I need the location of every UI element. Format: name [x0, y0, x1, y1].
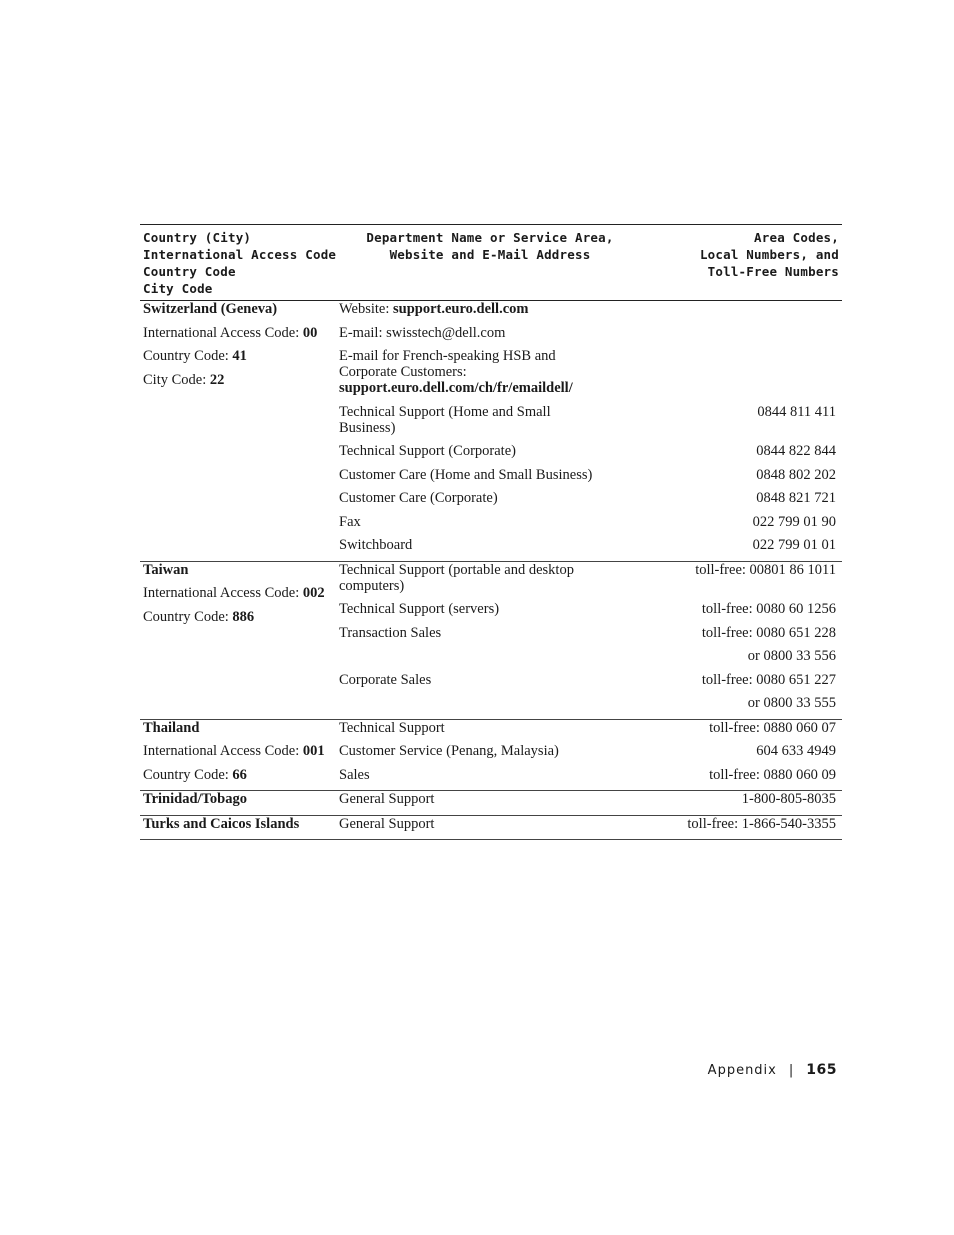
info-label: City Code: — [143, 371, 210, 388]
service-name — [339, 514, 599, 530]
service-row — [339, 648, 842, 672]
info-value: 00 — [302, 324, 318, 341]
phone-number: 022 799 01 01 — [752, 537, 836, 553]
service-row — [339, 743, 842, 767]
country-info-line — [143, 585, 335, 609]
country-info-line — [143, 609, 335, 633]
header-department: Department Name or Service Area, Website and E-Mail Address — [366, 230, 614, 262]
phone-number: 1-800-805-8035 — [741, 791, 836, 807]
phone-number: or 0800 33 556 — [747, 648, 836, 664]
phone-number: 0848 821 721 — [756, 490, 836, 506]
phone-number: toll-free: 0080 60 1256 — [701, 601, 836, 617]
phone-number: toll-free: 0080 651 227 — [701, 671, 836, 688]
country-info-line — [143, 348, 335, 372]
service-row — [339, 816, 842, 840]
header-country: Country (City) International Access Code Country Code City Code — [143, 230, 337, 296]
service-rows — [339, 301, 842, 561]
country-group — [140, 815, 842, 841]
service-text: Technical Support (servers) — [339, 601, 500, 617]
service-text: Corporate Sales — [339, 671, 432, 688]
service-row — [339, 695, 842, 719]
country-name: Taiwan — [143, 561, 189, 578]
service-name — [339, 562, 599, 594]
service-text: Customer Service (Penang, Malaysia) — [339, 743, 559, 759]
phone-number: toll-free: 0880 060 07 — [709, 719, 836, 736]
service-row — [339, 672, 842, 696]
info-label: International Access Code: — [143, 324, 303, 341]
service-text: Technical Support — [339, 719, 445, 736]
service-text: General Support — [339, 791, 435, 807]
service-name — [339, 467, 599, 483]
info-value: 002 — [302, 585, 325, 601]
country-name: Thailand — [143, 719, 200, 736]
service-text: Switchboard — [339, 537, 413, 553]
service-text: E-mail: swisstech@dell.com — [339, 324, 506, 341]
phone-number: 0844 822 844 — [756, 443, 836, 459]
country-group — [140, 561, 842, 719]
country-info — [143, 791, 335, 815]
service-rows — [339, 816, 842, 840]
service-name — [339, 301, 599, 317]
info-value: 22 — [209, 371, 225, 388]
service-row — [339, 490, 842, 514]
info-value: 66 — [232, 766, 247, 783]
service-name — [339, 672, 599, 688]
country-group — [140, 301, 842, 561]
service-text: Technical Support (Home and Small Business) — [339, 403, 551, 436]
service-row — [339, 767, 842, 791]
phone-number: or 0800 33 555 — [747, 695, 836, 711]
service-text: Transaction Sales — [339, 624, 442, 641]
service-row — [339, 301, 842, 325]
country-info-line — [143, 372, 335, 396]
service-text: Technical Support (Corporate) — [339, 443, 516, 459]
service-link: support.euro.dell.com/ch/fr/emaildell/ — [339, 380, 573, 396]
country-info-line — [143, 767, 335, 791]
country-info-line — [143, 325, 335, 349]
service-row — [339, 791, 842, 815]
country-info-line — [143, 743, 335, 767]
info-value: 001 — [302, 743, 325, 759]
service-name — [339, 601, 599, 617]
header-numbers: Area Codes, Local Numbers, and Toll-Free Numbers — [699, 230, 839, 279]
service-row — [339, 625, 842, 649]
service-name — [339, 325, 599, 341]
table-body — [140, 301, 842, 840]
service-name — [339, 537, 599, 553]
service-name — [339, 348, 599, 396]
service-name — [339, 490, 599, 506]
footer-section: Appendix — [707, 1063, 777, 1078]
service-row — [339, 325, 842, 349]
service-text: Customer Care (Home and Small Business) — [339, 466, 593, 483]
service-rows — [339, 720, 842, 791]
service-text: Technical Support (portable and desktop computers) — [339, 561, 574, 594]
info-label: Country Code: — [143, 766, 233, 783]
country-info — [143, 301, 335, 395]
contact-table — [140, 224, 842, 840]
service-name — [339, 404, 599, 436]
info-label: Country Code: — [143, 608, 233, 625]
service-name — [339, 625, 599, 641]
phone-number: 0848 802 202 — [756, 466, 836, 483]
info-value: 41 — [232, 348, 247, 364]
country-name: Switzerland (Geneva) — [143, 301, 278, 317]
table-header — [140, 224, 842, 301]
service-text: Fax — [339, 513, 361, 530]
info-label: International Access Code: — [143, 585, 303, 601]
phone-number: 604 633 4949 — [756, 743, 836, 759]
service-name — [339, 816, 599, 832]
info-label: Country Code: — [143, 348, 233, 364]
phone-number: toll-free: 0080 651 228 — [701, 624, 836, 641]
service-name — [339, 443, 599, 459]
service-name — [339, 767, 599, 783]
service-rows — [339, 791, 842, 815]
country-name: Trinidad/Tobago — [143, 791, 247, 807]
country-info — [143, 720, 335, 791]
service-row — [339, 404, 842, 444]
country-info — [143, 562, 335, 633]
phone-number: toll-free: 0880 060 09 — [709, 766, 836, 783]
phone-number: 022 799 01 90 — [752, 513, 836, 530]
service-row — [339, 562, 842, 602]
service-text: E-mail for French-speaking HSB and Corporate Customers: — [339, 348, 556, 380]
country-name: Turks and Caicos Islands — [143, 815, 300, 832]
country-group — [140, 790, 842, 815]
info-label: International Access Code: — [143, 743, 303, 759]
page-footer — [708, 1062, 837, 1078]
service-row — [339, 443, 842, 467]
page-number: 165 — [806, 1062, 837, 1078]
service-row — [339, 467, 842, 491]
service-text: Customer Care (Corporate) — [339, 490, 498, 506]
phone-number: toll-free: 1-866-540-3355 — [687, 815, 836, 832]
service-row — [339, 514, 842, 538]
phone-number: toll-free: 00801 86 1011 — [695, 561, 836, 578]
country-info — [143, 816, 335, 840]
footer-separator: | — [788, 1063, 795, 1078]
service-row — [339, 720, 842, 744]
service-name — [339, 743, 599, 759]
service-row — [339, 537, 842, 561]
service-text: Sales — [339, 766, 370, 783]
country-group — [140, 719, 842, 791]
service-text: General Support — [339, 815, 435, 832]
phone-number: 0844 811 411 — [757, 403, 836, 420]
service-row — [339, 601, 842, 625]
info-value: 886 — [232, 608, 255, 625]
service-rows — [339, 562, 842, 719]
service-text: Website: — [339, 301, 393, 317]
service-link: support.euro.dell.com — [393, 301, 529, 317]
service-name — [339, 720, 599, 736]
service-name — [339, 791, 599, 807]
service-row — [339, 348, 842, 404]
